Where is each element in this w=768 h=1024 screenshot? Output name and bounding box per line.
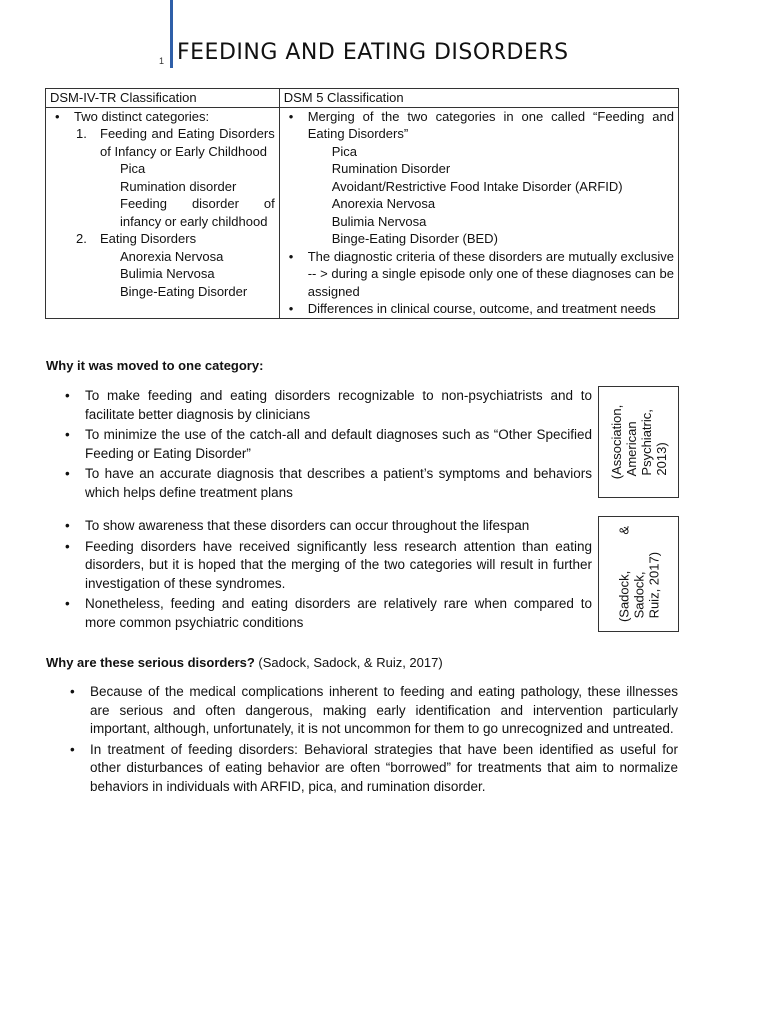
list-item: • In treatment of feeding disorders: Behavioral strategies that have been identified as useful for other disturbances of eating behavior are often “borrowed” for treatments that aim to normalize behaviors in individuals with ARFID, pica, and rumination disorder. xyxy=(65,741,678,797)
subtype: Bulimia Nervosa xyxy=(120,266,215,281)
col-header-dsm4: DSM-IV-TR Classification xyxy=(46,89,280,108)
dsm5-bullet: • Differences in clinical course, outcome, and treatment needs xyxy=(284,300,674,318)
heading-citation: (Sadock, Sadock, & Ruiz, 2017) xyxy=(258,655,443,670)
dsm4-item-1 xyxy=(50,125,275,160)
page-title: FEEDING AND EATING DISORDERS xyxy=(177,40,569,65)
subtype: Pica xyxy=(331,143,358,159)
subtype: Binge-Eating Disorder xyxy=(120,283,248,299)
list-item: • To make feeding and eating disorders recognizable to non-psychiatrists and to facilitate better diagnosis by clinicians xyxy=(60,387,592,424)
item-number: 2. xyxy=(76,231,87,246)
citation-text: (Sadock, & Sadock, Ruiz, 2017) xyxy=(616,525,661,623)
citation-box-apa xyxy=(598,386,679,498)
item-text: Eating Disorders xyxy=(100,231,197,246)
serious-reasons-list xyxy=(65,683,678,798)
item-number: 1. xyxy=(76,126,87,141)
list-item: • Because of the medical complications inherent to feeding and eating pathology, these illnesses are serious and often dangerous, making early identification and intervention particularly important, although, unfortunately, it is not uncommon for them to go unrecognized and untreated. xyxy=(65,683,678,739)
reasons-list-1 xyxy=(60,387,592,504)
dsm4-cell xyxy=(46,107,280,318)
header-rule xyxy=(170,0,173,68)
list-item: • To have an accurate diagnosis that describes a patient’s symptoms and behaviors which helps define treatment plans xyxy=(60,465,592,502)
subtype: Anorexia Nervosa xyxy=(331,196,436,211)
subtype: Rumination Disorder xyxy=(331,161,451,176)
list-item: • To minimize the use of the catch-all and default diagnoses such as “Other Specified Feeding or Eating Disorder” xyxy=(60,426,592,463)
subtype: Bulimia Nervosa xyxy=(331,213,427,229)
page-number: 1 xyxy=(159,56,165,66)
subtype: Rumination disorder xyxy=(120,178,237,194)
citation-text: (Association, American Psychiatric, 2013) xyxy=(608,404,669,480)
subtype: Feeding disorder of infancy or early childhood xyxy=(120,196,275,229)
reasons-list-2 xyxy=(60,517,592,634)
subtype: Anorexia Nervosa xyxy=(120,248,224,264)
table-header-row xyxy=(46,89,679,108)
dsm5-bullet: • Merging of the two categories in one called “Feeding and Eating Disorders” xyxy=(284,108,674,143)
col-header-dsm5: DSM 5 Classification xyxy=(279,89,678,108)
section-heading-moved: Why it was moved to one category: xyxy=(46,358,264,373)
dsm4-item-2 xyxy=(50,230,275,248)
list-item: • To show awareness that these disorders can occur throughout the lifespan xyxy=(60,517,592,536)
dsm5-bullet: • The diagnostic criteria of these disorders are mutually exclusive -- > during a single episode only one of these diagnoses can be assigned xyxy=(284,248,674,301)
item-text: Feeding and Eating Disorders of Infancy or Early Childhood xyxy=(100,126,275,159)
dsm5-cell xyxy=(279,107,678,318)
heading-text: Why are these serious disorders? xyxy=(46,655,255,670)
dsm4-bullet: • Two distinct categories: xyxy=(50,108,275,126)
list-item: • Nonetheless, feeding and eating disorders are relatively rare when compared to more common psychiatric conditions xyxy=(60,595,592,632)
section-heading-serious xyxy=(46,655,443,670)
classification-table xyxy=(45,88,679,319)
table-row xyxy=(46,107,679,318)
subtype: Pica xyxy=(120,161,146,176)
subtype: Avoidant/Restrictive Food Intake Disorder (ARFID) xyxy=(331,178,623,194)
subtype: Binge-Eating Disorder (BED) xyxy=(331,231,498,246)
list-item: • Feeding disorders have received significantly less research attention than eating disorders, but it is hoped that the merging of the two categories will result in further investigation of these syndromes. xyxy=(60,538,592,594)
citation-box-sadock xyxy=(598,516,679,632)
